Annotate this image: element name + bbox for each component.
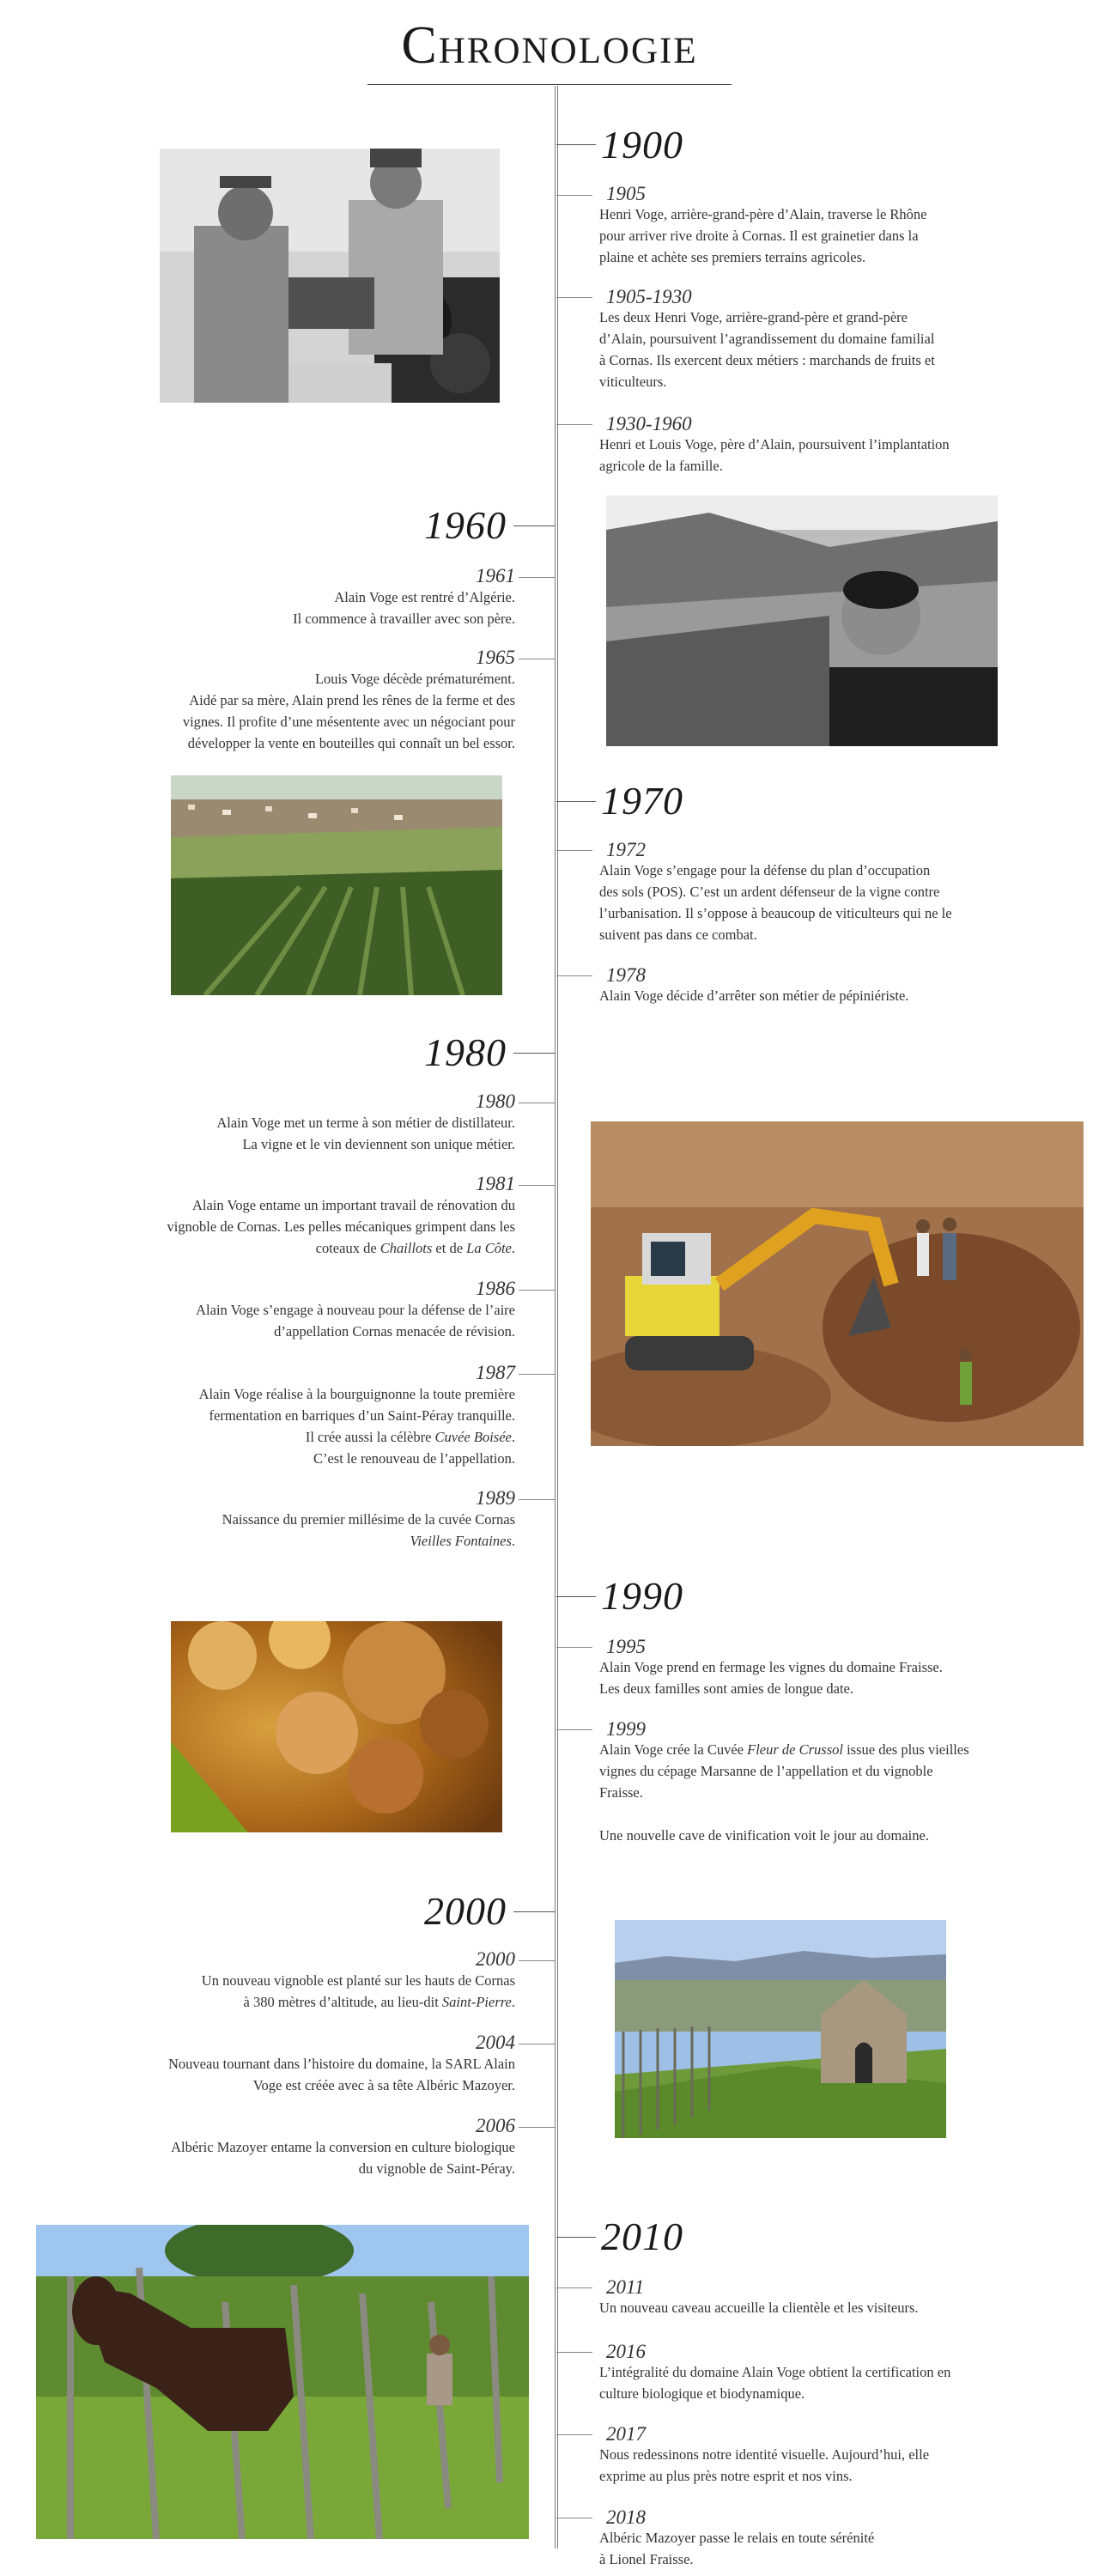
decade-1900: 1900 — [601, 123, 683, 167]
decade-tick-1970 — [556, 801, 596, 802]
event-year-1961: 1961 — [476, 565, 515, 586]
photo-grapes-closeup — [171, 1621, 502, 1832]
event-text-2006: Albéric Mazoyer entame la conversion en culture biologique du vignoble de Saint-Péray. — [171, 2139, 515, 2177]
event-tick — [519, 2127, 555, 2128]
event-tick — [519, 1960, 555, 1961]
event-year-1972: 1972 — [606, 839, 646, 860]
photo-chapel-landscape — [615, 1920, 946, 2138]
event-year-2017: 2017 — [606, 2423, 646, 2445]
event-tick — [519, 577, 555, 578]
photo-horse-vineyard — [36, 2225, 529, 2539]
event-year-1986: 1986 — [476, 1278, 515, 1299]
timeline-axis — [555, 86, 558, 2549]
event-tick — [556, 2352, 592, 2353]
decade-1980: 1980 — [424, 1030, 507, 1074]
photo-grape-harvest-bw — [160, 149, 500, 403]
event-year-2018: 2018 — [606, 2506, 646, 2528]
event-year-1981: 1981 — [476, 1173, 515, 1194]
decade-1960: 1960 — [424, 503, 507, 547]
event-text-1981: Alain Voge entame un important travail de rénovation du vignoble de Cornas. Les pelles mécaniques grimpent dans les coteaux de Chaillots et de La Côte. — [167, 1197, 515, 1256]
event-tick — [556, 424, 592, 425]
event-text-2011: Un nouveau caveau accueille la clientèle et les visiteurs. — [599, 2300, 919, 2316]
decade-tick-2010 — [556, 2237, 596, 2238]
event-text-1999: Alain Voge crée la Cuvée Fleur de Crussol issue des plus vieilles vignes du cépage Marsanne de l’appellation et du vignoble Fraisse. Une nouvelle cave de vinification voit le jour au domaine. — [599, 1741, 969, 1844]
event-text-1930-1960: Henri et Louis Voge, père d’Alain, poursuivent l’implantation agricole de la famille. — [599, 436, 950, 474]
decade-2010: 2010 — [601, 2215, 683, 2258]
photo-excavator — [591, 1121, 1084, 1446]
event-text-2018: Albéric Mazoyer passe le relais en toute sérénité à Lionel Fraisse. — [599, 2530, 875, 2567]
event-text-1980: Alain Voge met un terme à son métier de distillateur. La vigne et le vin deviennent son unique métier. — [216, 1115, 515, 1152]
event-year-1930-1960: 1930-1960 — [606, 413, 692, 434]
decade-tick-2000 — [513, 1911, 555, 1912]
event-year-2004: 2004 — [476, 2032, 515, 2053]
event-tick — [519, 1290, 555, 1291]
event-tick — [556, 850, 592, 851]
event-text-2004: Nouveau tournant dans l’histoire du domaine, la SARL Alain Voge est créée avec à sa tête Albéric Mazoyer. — [167, 2056, 515, 2093]
event-year-1987: 1987 — [476, 1362, 515, 1383]
event-year-1905: 1905 — [606, 183, 646, 204]
event-text-1905-1930: Les deux Henri Voge, arrière-grand-père et grand-père d’Alain, poursuivent l’agrandissement du domaine familial à Cornas. Ils exercent deux métiers : marchands de fruits et viticulteurs. — [599, 309, 935, 390]
event-year-2006: 2006 — [476, 2115, 515, 2136]
event-text-1961: Alain Voge est rentré d’Algérie. Il commence à travailler avec son père. — [293, 589, 515, 627]
event-tick — [556, 975, 592, 976]
title-underline — [367, 84, 732, 85]
event-text-1972: Alain Voge s’engage pour la défense du plan d’occupation des sols (POS). C’est un ardent défenseur de la vigne contre l’urbanisation. Il s’oppose à beaucoup de viticulteurs qui ne le suivent pas dans ce combat. — [599, 862, 952, 943]
event-year-1989: 1989 — [476, 1487, 515, 1509]
event-tick — [519, 1185, 555, 1186]
event-text-1965: Louis Voge décède prématurément. Aidé par sa mère, Alain prend les rênes de la ferme et des vignes. Il profite d’une mésentente avec un négociant pour développer la vente en bouteilles qui connaît un bel essor. — [182, 671, 515, 751]
event-year-1965: 1965 — [476, 647, 515, 668]
event-text-1987: Alain Voge réalise à la bourguignonne la toute première fermentation en barriques d’un Saint-Péray tranquille. Il crée aussi la célèbre Cuvée Boisée. C’est le renouveau de l’appellation. — [198, 1386, 515, 1467]
event-year-1978: 1978 — [606, 964, 646, 986]
event-text-1986: Alain Voge s’engage à nouveau pour la défense de l’aire d’appellation Cornas menacée de révision. — [196, 1302, 515, 1340]
decade-1970: 1970 — [601, 779, 683, 823]
event-tick — [556, 195, 592, 196]
event-tick — [556, 2434, 592, 2435]
decade-2000: 2000 — [424, 1889, 507, 1933]
decade-tick-1990 — [556, 1596, 596, 1597]
event-tick — [556, 1647, 592, 1648]
photo-man-vineyard-bw — [606, 495, 998, 746]
event-year-2000: 2000 — [476, 1948, 515, 1970]
event-text-2017: Nous redessinons notre identité visuelle. Aujourd’hui, elle exprime au plus près notre esprit et nos vins. — [599, 2446, 930, 2484]
event-text-1989: Naissance du premier millésime de la cuvée Cornas Vieilles Fontaines. — [222, 1511, 515, 1549]
event-year-1999: 1999 — [606, 1718, 646, 1740]
event-year-2011: 2011 — [606, 2276, 645, 2298]
event-tick — [519, 1374, 555, 1375]
event-text-2000: Un nouveau vignoble est planté sur les hauts de Cornas à 380 mètres d’altitude, au lieu-dit Saint-Pierre. — [201, 1972, 515, 2010]
event-tick — [556, 297, 592, 298]
event-tick — [556, 1729, 592, 1730]
decade-tick-1900 — [556, 144, 596, 145]
event-tick — [519, 1499, 555, 1500]
page-title: Chronologie — [401, 16, 698, 75]
event-text-1978: Alain Voge décide d’arrêter son métier de pépiniériste. — [599, 987, 909, 1004]
event-text-2016: L’intégralité du domaine Alain Voge obtient la certification en culture biologique et biodynamique. — [599, 2364, 951, 2402]
event-text-1905: Henri Voge, arrière-grand-père d’Alain, traverse le Rhône pour arriver rive droite à Cornas. Il est grainetier dans la plaine et achète ses premiers terrains agricoles. — [599, 206, 927, 265]
decade-1990: 1990 — [601, 1574, 683, 1618]
event-year-1905-1930: 1905-1930 — [606, 286, 692, 307]
event-year-1980: 1980 — [476, 1091, 515, 1112]
decade-tick-1980 — [513, 1053, 555, 1054]
event-year-1995: 1995 — [606, 1636, 646, 1657]
event-tick — [556, 2287, 592, 2288]
event-year-2016: 2016 — [606, 2341, 646, 2362]
photo-village-vineyards — [171, 775, 502, 995]
event-text-1995: Alain Voge prend en fermage les vignes du domaine Fraisse. Les deux familles sont amies de longue date. — [599, 1659, 943, 1697]
